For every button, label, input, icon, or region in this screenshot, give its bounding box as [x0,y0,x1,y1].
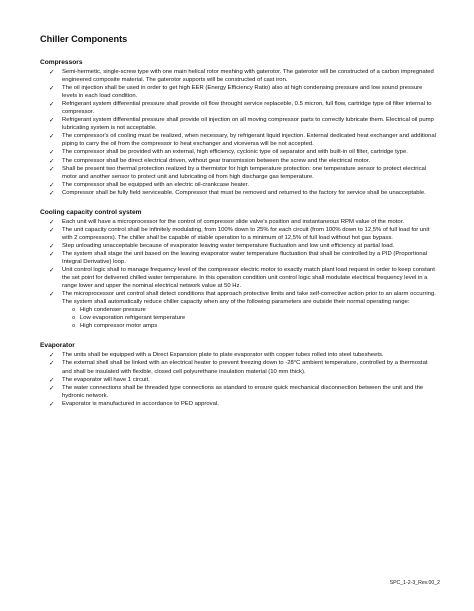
section-title-compressors: Compressors [40,59,83,66]
sub-list-item [72,322,438,330]
section-evaporator [40,342,438,407]
list-item [49,189,438,197]
item-text: The external shell shall be linked with an electrical heater to prevent freezing down to -28°C ambient temperature, controlled by a thermostat and shall be insulated with flexible, closed cell polyurethane insulation material (10 mm thick). [62,360,428,375]
check-icon: ✓ [49,217,55,226]
list-item [49,218,438,226]
item-text: The unit capacity control shall be infinitely modulating, from 100% down to 25% for each circuit (from 100% down to 12,5% of full load for unit with 2 compressors). The chiller shall be capable of stable operation to a minimum of 12,5% of full load without hot gas bypass. [62,226,430,241]
evaporator-list [40,351,438,407]
section-title-evaporator: Evaporator [40,342,75,350]
sub-item-text: High condenser pressure [80,307,146,314]
sub-list-item [72,314,438,322]
circle-icon: o [72,307,76,314]
item-text: The compressor shall be provided with an external, high efficiency, cyclonic type oil separator and with built-in oil filter, cartridge type. [62,149,408,156]
list-item [49,376,438,384]
sub-item-text: Low evaporation refrigerant temperature [80,315,186,322]
page-title: Chiller Components [40,34,128,44]
check-icon: ✓ [49,100,55,109]
list-item [49,157,438,165]
list-item [49,384,438,400]
sub-list-item [72,306,438,314]
check-icon: ✓ [49,156,55,165]
item-text: The system shall stage the unit based on the leaving evaporator water temperature fluctuation that shall be controlled by a PID (Proportional Integral Derivative) loop. [62,250,428,265]
check-icon: ✓ [49,399,55,408]
list-item [49,181,438,189]
check-icon: ✓ [49,188,55,197]
list-item [49,250,438,266]
item-text: Each unit will have a microprocessor for the control of compressor slide valve's position and instantaneous RPM value of the motor. [62,218,404,225]
list-item [49,68,438,84]
check-icon: ✓ [49,266,55,275]
check-icon: ✓ [49,164,55,173]
check-icon: ✓ [49,359,55,368]
list-item [49,116,438,132]
item-text: Evaporator is manufactured in accordance to PED approval. [62,400,219,407]
list-item [49,84,438,100]
parameter-sublist [62,306,438,330]
check-icon: ✓ [49,132,55,141]
item-text: The evaporator will have 1 circuit. [62,376,150,383]
list-item [49,266,438,290]
list-item [49,132,438,148]
sub-item-text: High compressor motor amps [80,323,158,330]
check-icon: ✓ [49,351,55,360]
section-cooling-capacity [40,209,438,331]
list-item [49,359,438,375]
check-icon: ✓ [49,84,55,93]
compressors-list [40,68,438,197]
item-text: The compressor shall be equipped with an electric oil-crankcase heater. [62,181,249,188]
circle-icon: o [72,315,76,322]
check-icon: ✓ [49,116,55,125]
list-item [49,148,438,156]
check-icon: ✓ [49,383,55,392]
list-item [49,290,438,330]
check-icon: ✓ [49,249,55,258]
item-text: Refrigerant system differential pressure shall provide oil injection on all moving compressor parts to correctly lubricate them. Electrical oil pump lubricating system is not acceptable. [62,117,434,132]
check-icon: ✓ [49,290,55,299]
item-text: Semi-hermetic, single-screw type with one main helical rotor meshing with gaterotor. The gaterotor will be constructed of a carbon impregnated engineered composite material. The gaterotor supports will be constructed of cast iron. [62,69,434,84]
list-item [49,351,438,359]
list-item [49,242,438,250]
list-item [49,400,438,408]
list-item [49,165,438,181]
cooling-list [40,218,438,331]
item-text: The compressor shall be direct electrical driven, without gear transmission between the screw and the electrical motor. [62,157,371,164]
item-text: The units shall be equipped with a Direct Expansion plate to plate evaporator with copper tubes rolled into steel tubesheets. [62,352,384,359]
list-item [49,226,438,242]
item-text: Unit control logic shall to manage frequency level of the compressor electric motor to exactly match plant load request in order to keep constant the set point for delivered chilled water temperature. In this operation condition unit control logic shall modulate electrical frequency level in a range lower and upper the nominal electrical network value at 50 Hz. [62,267,435,290]
check-icon: ✓ [49,241,55,250]
section-compressors [40,59,438,197]
list-item [49,100,438,116]
check-icon: ✓ [49,68,55,76]
check-icon: ✓ [49,148,55,157]
check-icon: ✓ [49,375,55,384]
item-text: The compressor's oil cooling must be realized, when necessary, by refrigerant liquid injection. External dedicated heat exchanger and additional piping to carry the oil from the compressor to heat exchanger and viceversa will be not accepted. [62,133,436,148]
check-icon: ✓ [49,180,55,189]
item-text: The oil injection shall be used in order to get high EER (Energy Efficiency Ratio) also at high condensing pressure and low sound pressure levels in each load condition. [62,85,423,100]
item-text: The microprocessor unit control shall detect conditions that approach protective limits and take self-corrective action prior to an alarm occurring. The system shall automatically reduce chiller capacity when any of the following parameters are outside their normal operating range: [62,291,436,306]
item-text: Refrigerant system differential pressure shall provide oil flow throught service replaceble, 0.5 micron, full flow, cartridge type oil filter internal to compressor. [62,101,432,116]
page-footer-code: SPC_1-2-3_Rev.00_2 [389,580,440,586]
item-text: Compressor shall be fully field serviceable. Compressor that must be removed and returned to the factory for service shall be unacceptable. [62,189,426,196]
circle-icon: o [72,323,76,330]
item-text: The water connections shall be threaded type connections as standard to ensure quick mechanical disconnection between the unit and the hydronic network. [62,384,424,399]
item-text: Shall be present two thermal protection realized by a thermistor for high temperature protection: one temperature sensor to protect electrical motor and another sensor to protect unit and lubricating oil from high discharge gas temperature. [62,165,427,180]
check-icon: ✓ [49,225,55,234]
item-text: Step unloading unacceptable because of evaporator leaving water temperature fluctuation and low unit efficiency at partial load. [62,242,395,249]
section-title-cooling: Cooling capacity control system [40,208,142,216]
